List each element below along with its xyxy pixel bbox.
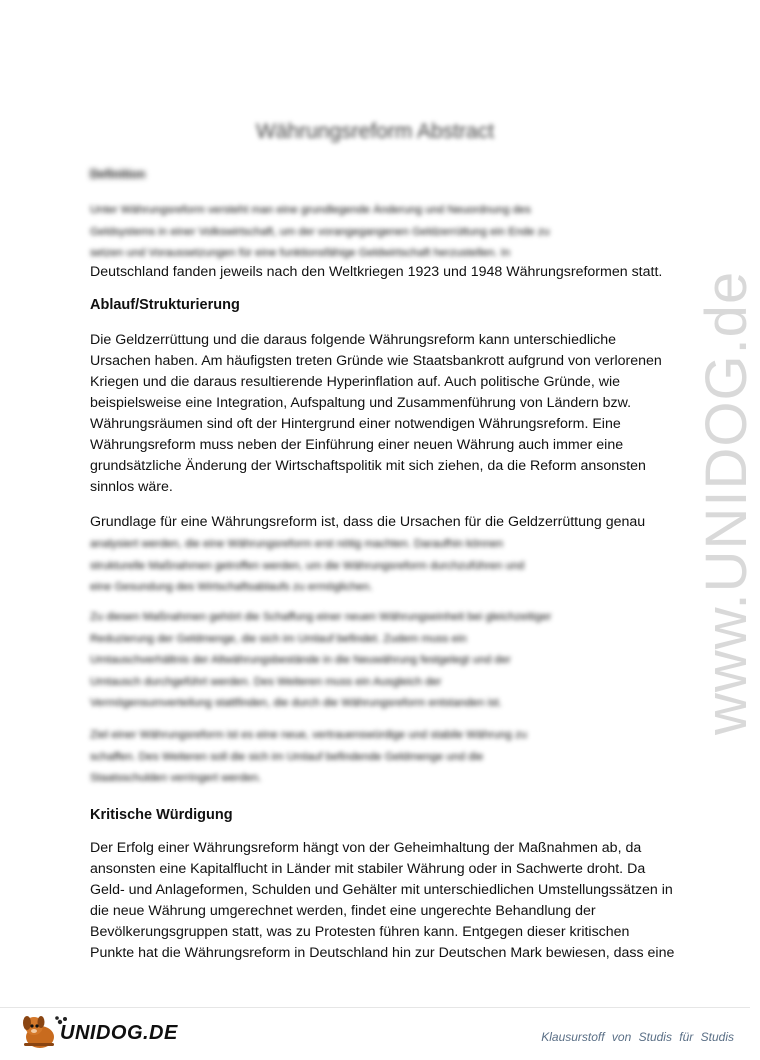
- text-line: Währungsreform muss neben der Einführung einer neuen Währung auch immer eine: [90, 437, 624, 453]
- text-line: setzen und Voraussetzungen für eine funktionsfähige Geldwirtschaft herzustellen. In: [90, 247, 511, 259]
- text-line: Kriegen und die daraus resultierende Hyperinflation auf. Auch politische Gründe, wie: [90, 374, 620, 390]
- footer-divider: [0, 1007, 750, 1008]
- text-line: Umtausch durchgeführt werden. Des Weiteren muss ein Ausgleich der: [90, 675, 442, 688]
- paragraph-kritik: [90, 838, 675, 964]
- text-line: ansonsten eine Kapitalflucht in Länder mit stabiler Währung oder in Sachwerte droht. Da: [90, 861, 646, 877]
- paragraph-grundlage-visible: [90, 512, 670, 533]
- text-line: Ursachen haben. Am häufigsten treten Gründe wie Staatsbankrott aufgrund von verlorenen: [90, 353, 662, 369]
- text-line: eine Gesundung des Wirtschaftsablaufs zu ermöglichen.: [90, 581, 373, 593]
- paragraph-ablauf: [90, 330, 670, 498]
- paragraph-definition-visible: [90, 262, 670, 283]
- text-line: Unter Währungsreform versteht man eine grundlegende Änderung und Neuordnung des: [90, 204, 531, 216]
- text-line: Die Geldzerrüttung und die daraus folgende Währungsreform kann unterschiedliche: [90, 332, 617, 348]
- text-line: Punkte hat die Währungsreform in Deutschland hin zur Deutschen Mark bewiesen, dass eine: [90, 945, 675, 961]
- text-line: die neue Währung umgerechnet werden, findet eine ungerechte Behandlung der: [90, 903, 596, 919]
- heading-definition: Definition: [90, 167, 146, 181]
- text-line: Grundlage für eine Währungsreform ist, dass die Ursachen für die Geldzerrüttung genau: [90, 514, 646, 530]
- text-line: beispielsweise eine Integration, Aufspaltung und Zusammenführung von Ländern bzw.: [90, 395, 632, 411]
- text-line: Geld- und Anlageformen, Schulden und Gehälter mit unterschiedlichen Umstellungssätzen in: [90, 882, 673, 898]
- paragraph-ziel-blurred: [90, 725, 670, 790]
- text-line: Der Erfolg einer Währungsreform hängt von der Geheimhaltung der Maßnahmen ab, da: [90, 840, 642, 856]
- footer-tagline: Klausurstoff von Studis für Studis: [541, 1030, 734, 1044]
- text-line: Währungsräumen sind oft der Hintergrund einer notwendigen Währungsreform. Eine: [90, 416, 621, 432]
- watermark: www.UNIDOG.de: [694, 270, 759, 735]
- heading-kritik: Kritische Würdigung: [90, 807, 233, 823]
- text-line: sinnlos wäre.: [90, 479, 173, 495]
- text-line: Deutschland fanden jeweils nach den Weltkriegen 1923 und 1948 Währungsreformen statt.: [90, 264, 663, 280]
- paragraph-definition-blurred: [90, 200, 670, 265]
- text-line: Reduzierung der Geldmenge, die sich im Umlauf befindet. Zudem muss ein: [90, 632, 467, 645]
- text-line: schaffen. Des Weiteren soll die sich im Umlauf befindende Geldmenge und die: [90, 750, 484, 763]
- text-line: Vermögensumverteilung stattfinden, die durch die Währungsreform entstanden ist.: [90, 697, 502, 709]
- text-line: Ziel einer Währungsreform ist es eine neue, vertrauenswürdige und stabile Währung zu: [90, 729, 528, 741]
- text-line: analysiert werden, die eine Währungsreform erst nötig machten. Daraufhin können: [90, 538, 504, 550]
- heading-ablauf: Ablauf/Strukturierung: [90, 297, 240, 313]
- document-title: Währungsreform Abstract: [255, 120, 495, 143]
- text-line: Zu diesen Maßnahmen gehört die Schaffung einer neuen Währungseinheit bei gleichzeitiger: [90, 611, 552, 623]
- paragraph-grundlage-blurred: [90, 534, 670, 599]
- logo-text: UNIDOG.DE: [60, 1022, 178, 1044]
- text-line: Umtauschverhältnis der Altwährungsbestände in die Neuwährung festgelegt und der: [90, 654, 511, 666]
- text-line: Geldsystems in einer Volkswirtschaft, um der vorangegangenen Geldzerrüttung ein Ende zu: [90, 225, 550, 238]
- text-line: Staatsschulden verringert werden.: [90, 772, 262, 784]
- paragraph-massnahmen-blurred: [90, 607, 670, 715]
- text-line: grundsätzliche Änderung der Wirtschaftspolitik mit sich ziehen, da die Reform ansonsten: [90, 458, 646, 474]
- text-line: Bevölkerungsgruppen statt, was zu Protesten führen kann. Entgegen dieser kritischen: [90, 924, 630, 940]
- text-line: strukturelle Maßnahmen getroffen werden, um die Währungsreform durchzuführen und: [90, 559, 525, 572]
